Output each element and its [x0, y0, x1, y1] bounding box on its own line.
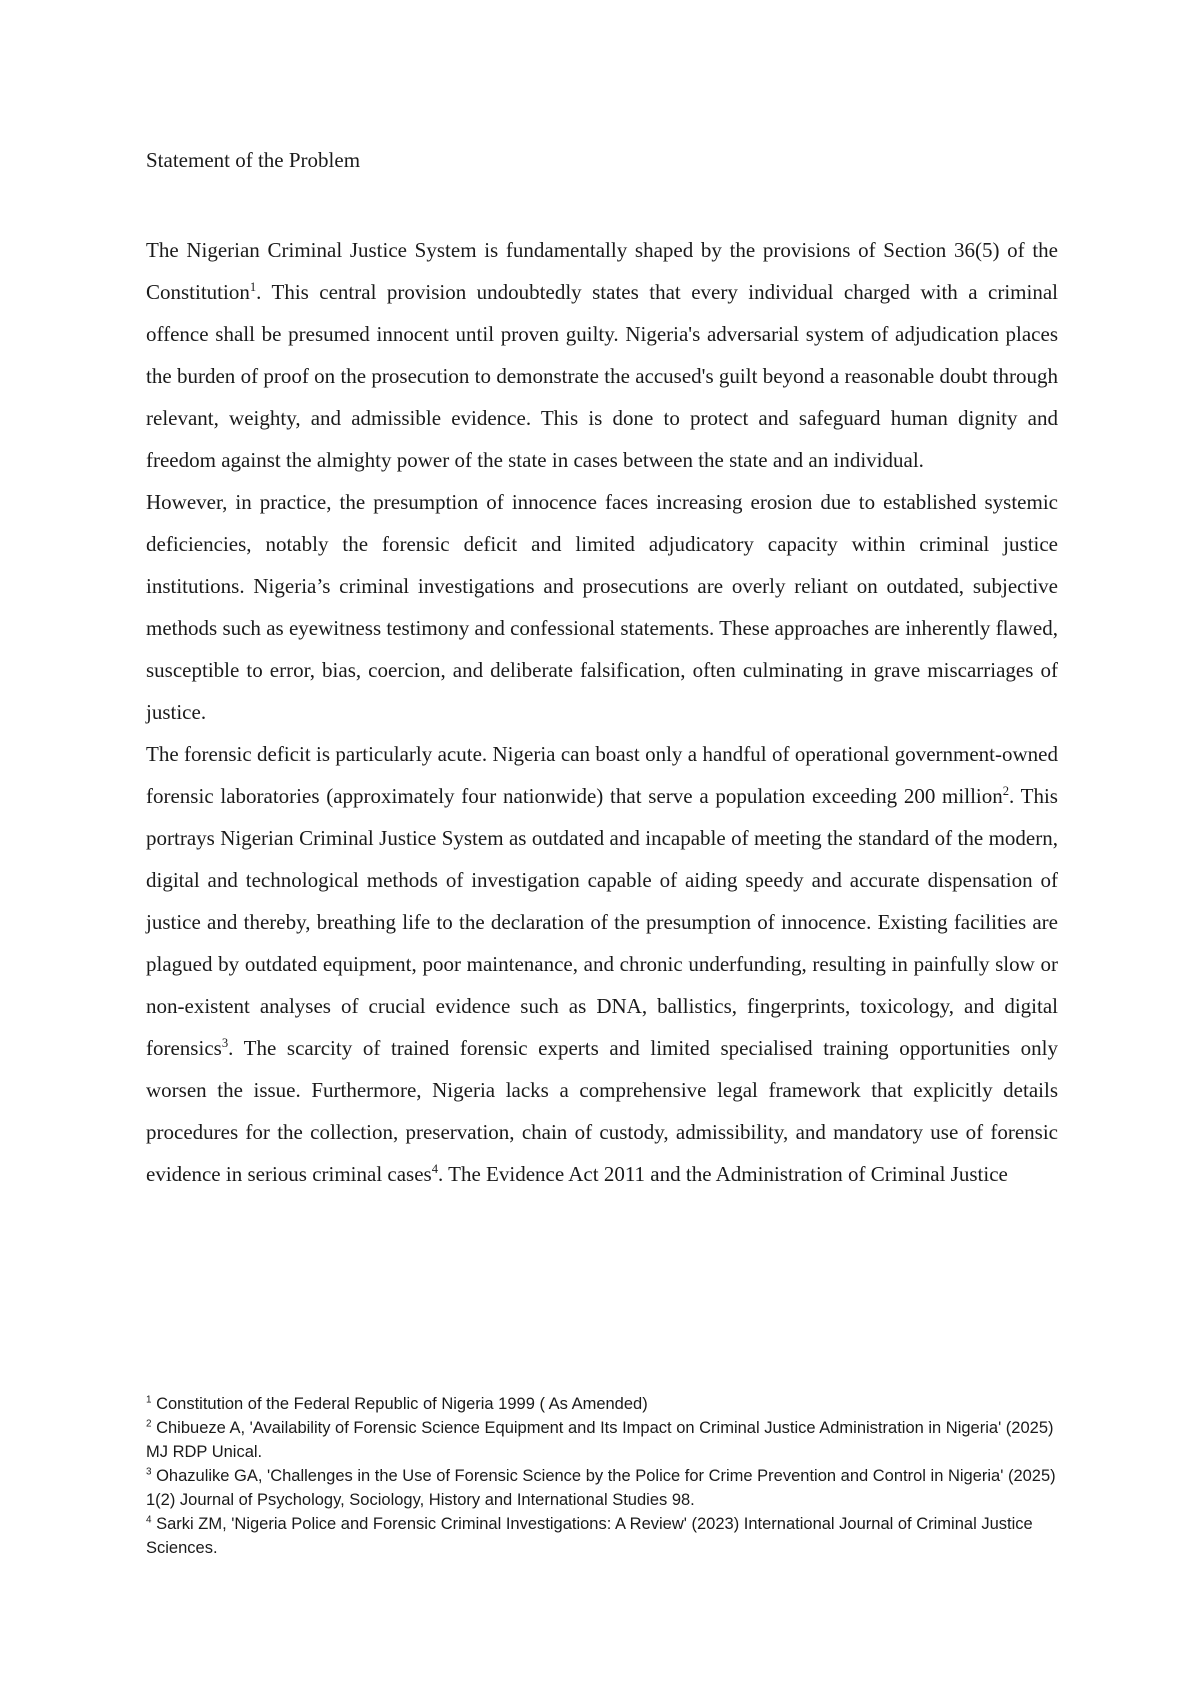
footnote-reference: 2 — [1002, 784, 1010, 798]
footnote — [146, 1416, 1076, 1464]
footnote-text: Ohazulike GA, 'Challenges in the Use of Forensic Science by the Police for Crime Prevention and Control in Nigeria' (2025) 1(2) Journal of Psychology, Sociology, History and International Studies 98. — [146, 1467, 1056, 1509]
paragraph-text: . This central provision undoubtedly states that every individual charged with a criminal offence shall be presumed innocent until proven guilty. Nigeria's adversarial system of adjudication places the burden of proof on the prosecution to demonstrate the accused's guilt beyond a reasonable doubt through relevant, weighty, and admissible evidence. This is done to protect and safeguard human dignity and freedom against the almighty power of the state in cases between the state and an individual. — [146, 280, 1058, 472]
footnote-reference: 3 — [221, 1036, 229, 1050]
paragraph-text: The Nigerian Criminal Justice System is fundamentally shaped by the provisions of Section 36(5) of the Constitution — [146, 238, 1058, 304]
section-heading: Statement of the Problem — [146, 148, 361, 172]
paragraph-text: . This portrays Nigerian Criminal Justice System as outdated and incapable of meeting the standard of the modern, digital and technological methods of investigation capable of aiding speedy and accurate dispensation of justice and thereby, breathing life to the declaration of the presumption of innocence. Existing facilities are plagued by outdated equipment, poor maintenance, and chronic underfunding, resulting in painfully slow or non-existent analyses of crucial evidence such as DNA, ballistics, fingerprints, toxicology, and digital forensics — [146, 784, 1058, 1060]
footnote-number: 4 — [146, 1514, 152, 1526]
footnote-reference: 4 — [431, 1162, 439, 1176]
paragraph — [146, 229, 1058, 481]
footnote — [146, 1464, 1076, 1512]
paragraph-text: The forensic deficit is particularly acute. Nigeria can boast only a handful of operational government-owned forensic laboratories (approximately four nationwide) that serve a population exceeding 200 million — [146, 742, 1058, 808]
footnote — [146, 1392, 1076, 1416]
footnotes — [146, 1392, 1076, 1560]
paragraph — [146, 481, 1058, 733]
paragraph — [146, 733, 1058, 1195]
paragraph-text: . The scarcity of trained forensic experts and limited specialised training opportunities only worsen the issue. Furthermore, Nigeria lacks a comprehensive legal framework that explicitly details procedures for the collection, preservation, chain of custody, admissibility, and mandatory use of forensic evidence in serious criminal cases — [146, 1036, 1058, 1186]
footnote-reference: 1 — [249, 280, 257, 294]
paragraph-text: . The Evidence Act 2011 and the Administration of Criminal Justice — [438, 1162, 1008, 1186]
footnote — [146, 1512, 1076, 1560]
footnote-number: 2 — [146, 1418, 152, 1430]
footnote-text: Sarki ZM, 'Nigeria Police and Forensic Criminal Investigations: A Review' (2023) International Journal of Criminal Justice Sciences. — [146, 1515, 1033, 1557]
footnote-text: Constitution of the Federal Republic of Nigeria 1999 ( As Amended) — [151, 1395, 648, 1413]
footnote-text: Chibueze A, 'Availability of Forensic Science Equipment and Its Impact on Criminal Justice Administration in Nigeria' (2025) MJ RDP Unical. — [146, 1419, 1054, 1461]
footnote-number: 1 — [146, 1394, 152, 1406]
body-text — [146, 229, 1058, 1195]
paragraph-text: However, in practice, the presumption of innocence faces increasing erosion due to established systemic deficiencies, notably the forensic deficit and limited adjudicatory capacity within criminal justice institutions. Nigeria’s criminal investigations and prosecutions are overly reliant on outdated, subjective methods such as eyewitness testimony and confessional statements. These approaches are inherently flawed, susceptible to error, bias, coercion, and deliberate falsification, often culminating in grave miscarriages of justice. — [146, 490, 1058, 724]
footnote-number: 3 — [146, 1466, 152, 1478]
